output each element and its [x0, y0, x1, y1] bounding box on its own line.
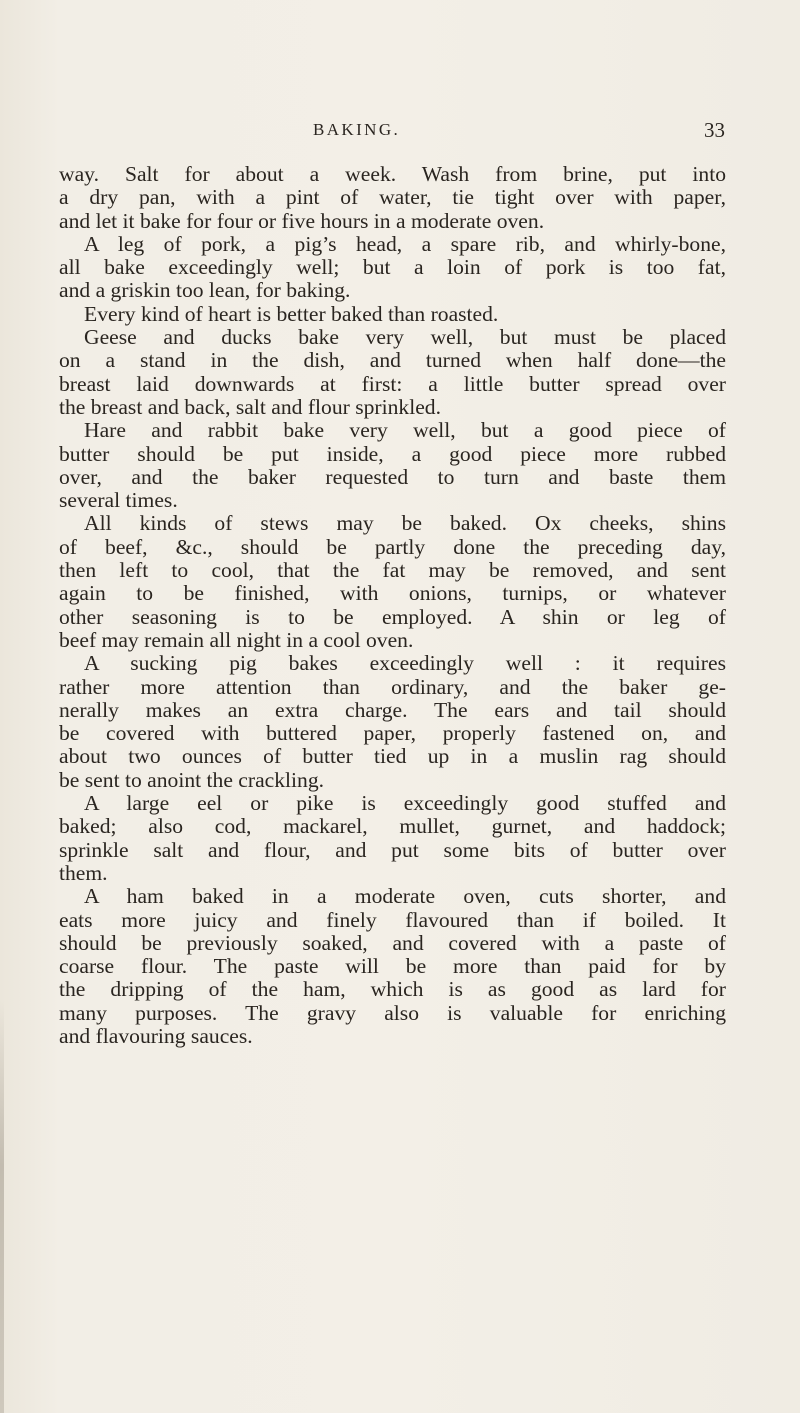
- text-line: should be previously soaked, and covered with a paste of: [59, 930, 726, 955]
- page-number: 33: [704, 118, 725, 142]
- text-line: sprinkle salt and flour, and put some bits of butter over: [59, 837, 726, 862]
- text-line: on a stand in the dish, and turned when half done—the: [59, 348, 726, 373]
- text-line: several times.: [59, 488, 178, 513]
- running-head: [60, 120, 725, 144]
- text-line: Every kind of heart is better baked than roasted.: [84, 301, 499, 326]
- text-line: them.: [59, 860, 108, 885]
- text-line: baked; also cod, mackarel, mullet, gurnet, and haddock;: [59, 814, 726, 839]
- text-line: nerally makes an extra charge. The ears and tail should: [59, 697, 726, 722]
- text-line: rather more attention than ordinary, and the baker ge-: [59, 674, 726, 699]
- text-line: and let it bake for four or five hours in a moderate oven.: [59, 208, 545, 233]
- text-line: butter should be put inside, a good piece more rubbed: [59, 441, 726, 466]
- text-line: A ham baked in a moderate oven, cuts shorter, and: [84, 884, 726, 909]
- text-line: Hare and rabbit bake very well, but a good piece of: [84, 418, 726, 443]
- text-line: and a griskin too lean, for baking.: [59, 278, 351, 303]
- text-line: A leg of pork, a pig’s head, a spare rib, and whirly-bone,: [84, 231, 726, 256]
- text-line: beef may remain all night in a cool oven.: [59, 627, 414, 652]
- text-line: and flavouring sauces.: [59, 1023, 253, 1048]
- text-line: coarse flour. The paste will be more than paid for by: [59, 954, 726, 979]
- body-text: [59, 163, 726, 1048]
- text-line: the dripping of the ham, which is as good as lard for: [59, 977, 726, 1002]
- text-line: again to be finished, with onions, turnips, or whatever: [59, 581, 726, 606]
- text-line: of beef, &c., should be partly done the preceding day,: [59, 534, 726, 559]
- text-line: way. Salt for about a week. Wash from brine, put into: [59, 162, 726, 186]
- text-line: A sucking pig bakes exceedingly well : it requires: [84, 651, 726, 676]
- text-line: be covered with buttered paper, properly fastened on, and: [59, 721, 726, 746]
- text-line: the breast and back, salt and flour sprinkled.: [59, 394, 441, 419]
- text-line: other seasoning is to be employed. A shin or leg of: [59, 604, 726, 629]
- text-line: about two ounces of butter tied up in a muslin rag should: [59, 744, 726, 769]
- text-line: a dry pan, with a pint of water, tie tight over with paper,: [59, 185, 726, 210]
- text-line: All kinds of stews may be baked. Ox cheeks, shins: [84, 511, 726, 536]
- text-line: breast laid downwards at first: a little butter spread over: [59, 371, 726, 396]
- text-line: all bake exceedingly well; but a loin of pork is too fat,: [59, 255, 726, 280]
- page-edge-shadow: [0, 1000, 4, 1413]
- text-line: many purposes. The gravy also is valuable for enriching: [59, 1000, 726, 1025]
- text-line: be sent to anoint the crackling.: [59, 767, 325, 792]
- text-line: eats more juicy and finely flavoured than if boiled. It: [59, 907, 726, 932]
- text-line: then left to cool, that the fat may be removed, and sent: [59, 558, 726, 583]
- text-line: Geese and ducks bake very well, but must be placed: [84, 325, 726, 350]
- text-line: A large eel or pike is exceedingly good stuffed and: [84, 791, 726, 816]
- running-title: BAKING.: [313, 120, 401, 139]
- text-line: over, and the baker requested to turn and baste them: [59, 464, 726, 489]
